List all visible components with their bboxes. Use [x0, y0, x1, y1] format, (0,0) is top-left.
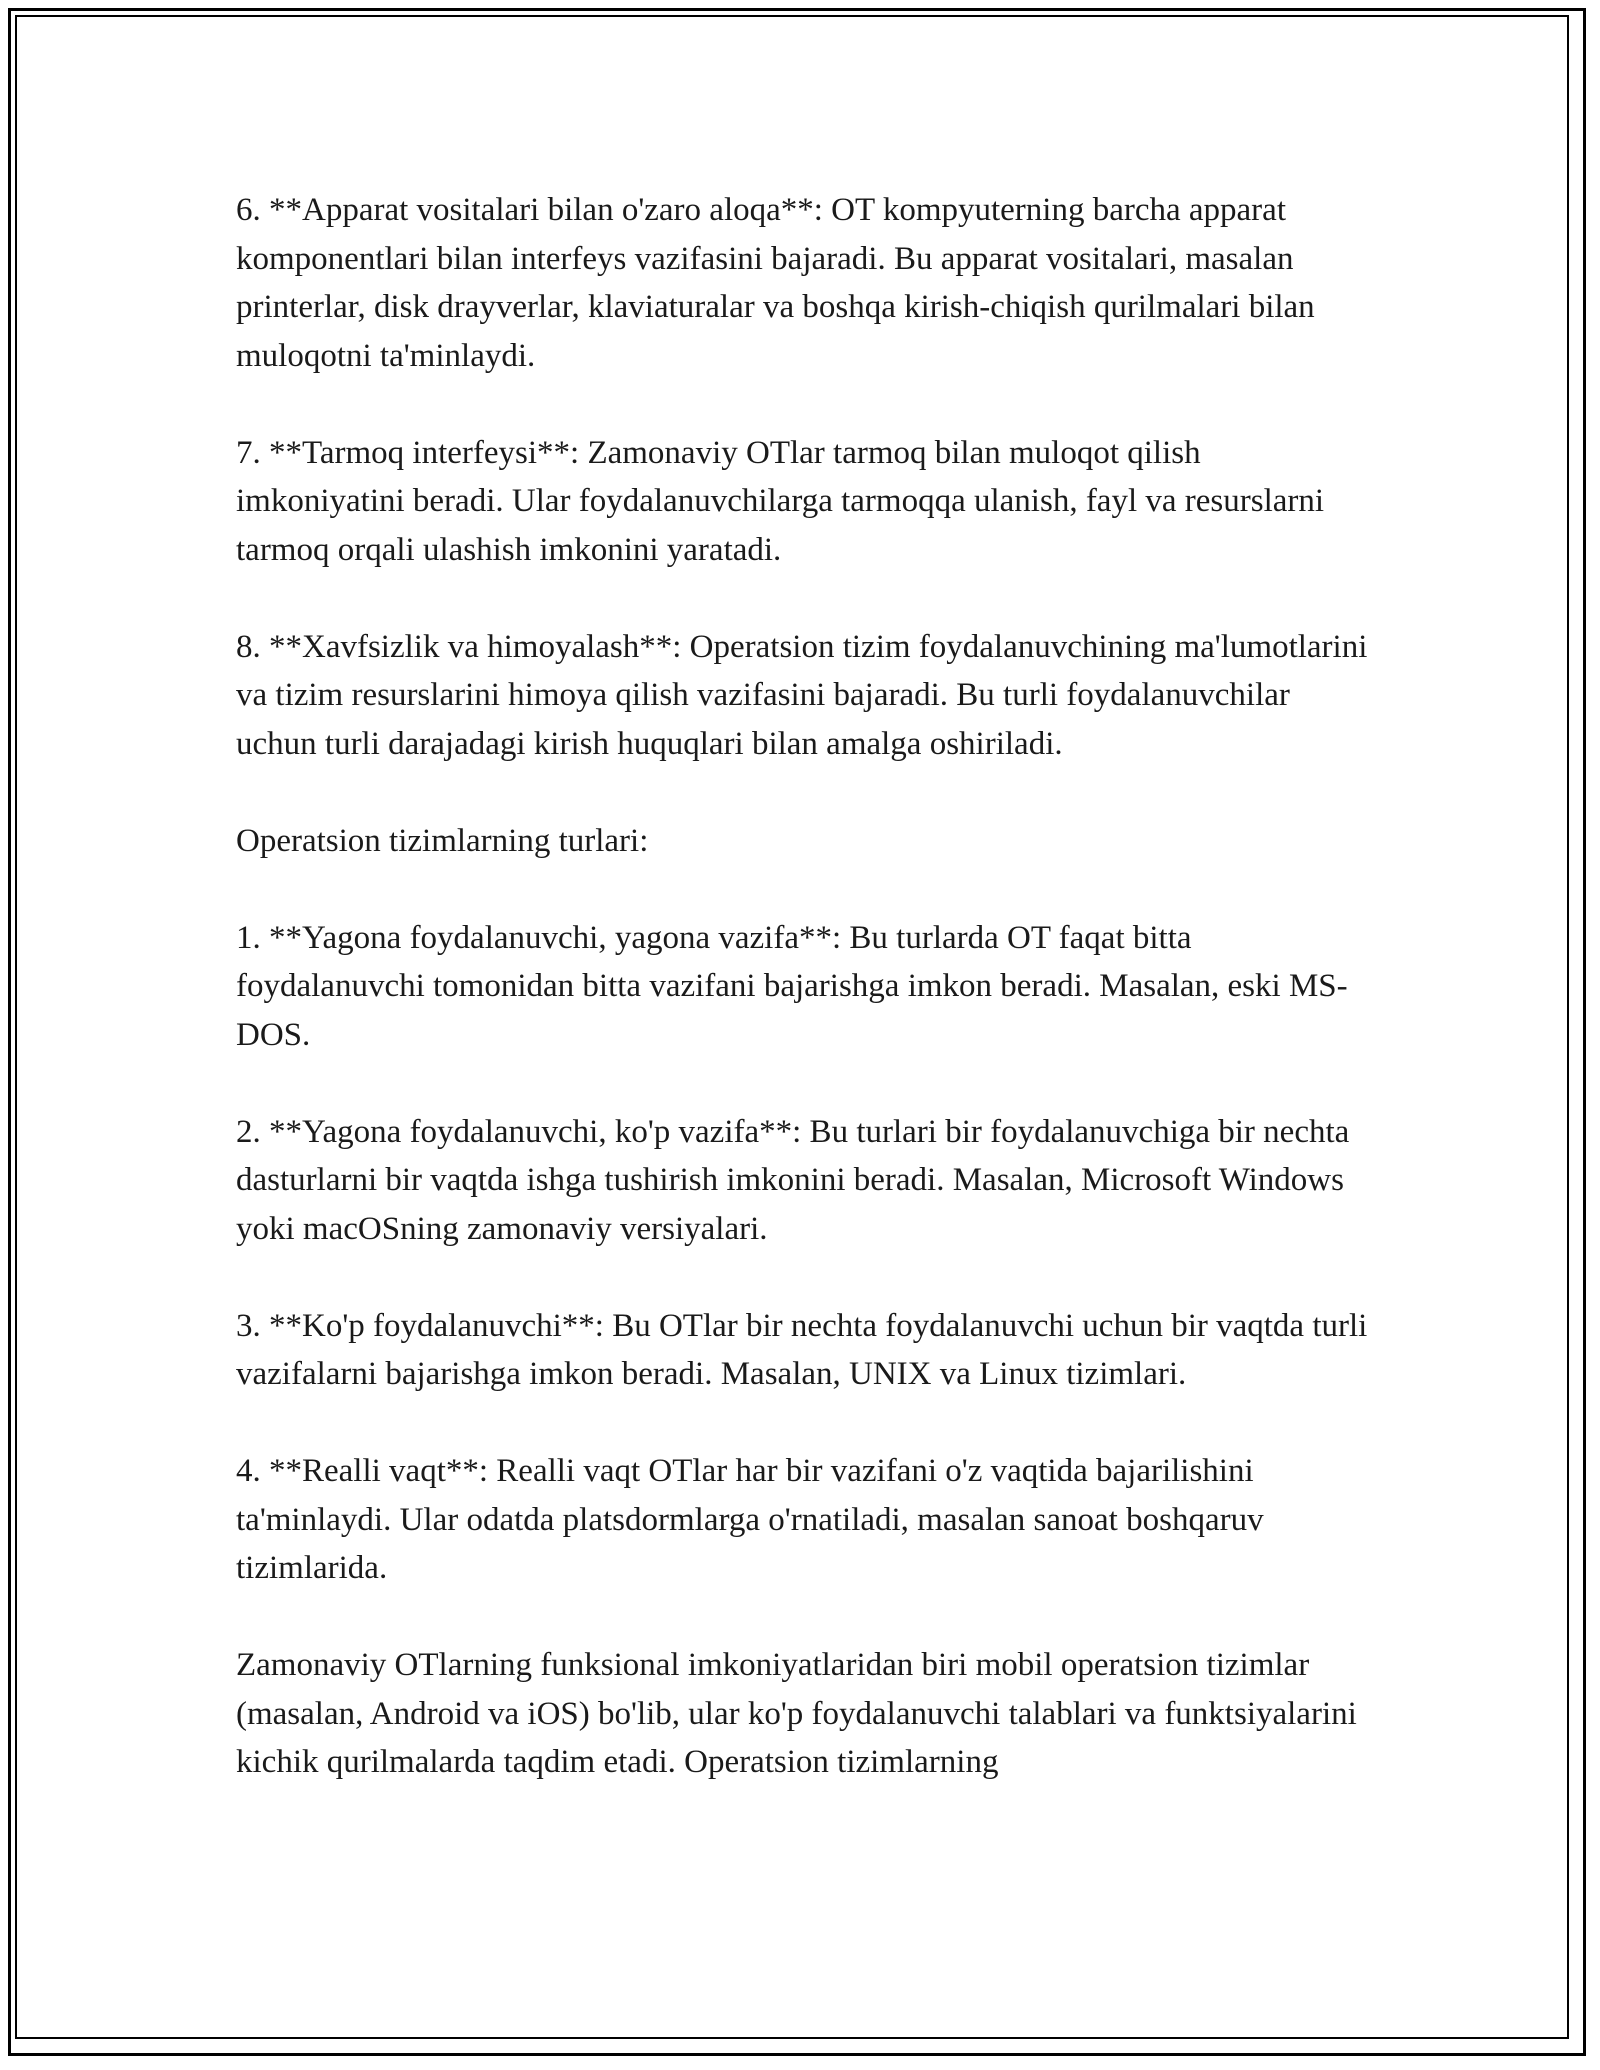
paragraph-hardware-interaction: 6. **Apparat vositalari bilan o'zaro aloqa**: OT kompyuterning barcha apparat komponentlari bilan interfeys vazifasini bajaradi. Bu apparat vositalari, masalan printerlar, disk drayverlar, klaviaturalar va boshqa kirish-chiqish qurilmalari bilan muloqotni ta'minlaydi. — [236, 192, 1315, 374]
paragraph-security: 8. **Xavfsizlik va himoyalash**: Operatsion tizim foydalanuvchining ma'lumotlarini va tizim resurslarini himoya qilish vazifasini bajaradi. Bu turli foydalanuvchilar uchun turli darajadagi kirish huquqlari bilan amalga oshiriladi. — [236, 628, 1368, 762]
paragraph-single-user-single-task: 1. **Yagona foydalanuvchi, yagona vazifa**: Bu turlarda OT faqat bitta foydalanuvchi tomonidan bitta vazifani bajarishga imkon beradi. Masalan, eski MS-DOS. — [236, 919, 1348, 1053]
paragraph-real-time: 4. **Realli vaqt**: Realli vaqt OTlar har bir vazifani o'z vaqtida bajarilishini ta'minlaydi. Ular odatda platsdormlarga o'rnatiladi, masalan sanoat boshqaruv tizimlarida. — [236, 1453, 1264, 1586]
paragraph-single-user-multi-task: 2. **Yagona foydalanuvchi, ko'p vazifa**: Bu turlari bir foydalanuvchiga bir nechta dasturlarni bir vaqtda ishga tushirish imkonini beradi. Masalan, Microsoft Windows yoki macOSning zamonaviy versiyalari. — [236, 1113, 1350, 1247]
paragraph-mobile-os: Zamonaviy OTlarning funksional imkoniyatlaridan biri mobil operatsion tizimlar (masalan, Android va iOS) bo'lib, ular ko'p foydalanuvchi talablari va funktsiyalarini kichik qurilmalarda taqdim etadi. Operatsion tizimlarning — [236, 1647, 1357, 1780]
paragraph-network-interface: 7. **Tarmoq interfeysi**: Zamonaviy OTlar tarmoq bilan muloqot qilish imkoniyatini beradi. Ular foydalanuvchilarga tarmoqqa ulanish, fayl va resurslarni tarmoq orqali ulashish imkonini yaratadi. — [236, 434, 1325, 568]
paragraph-multi-user: 3. **Ko'p foydalanuvchi**: Bu OTlar bir nechta foydalanuvchi uchun bir vaqtda turli vazifalarni bajarishga imkon beradi. Masalan, UNIX va Linux tizimlari. — [236, 1307, 1368, 1392]
paragraph-os-types-heading: Operatsion tizimlarning turlari: — [236, 822, 649, 859]
document-body — [236, 186, 1376, 1835]
